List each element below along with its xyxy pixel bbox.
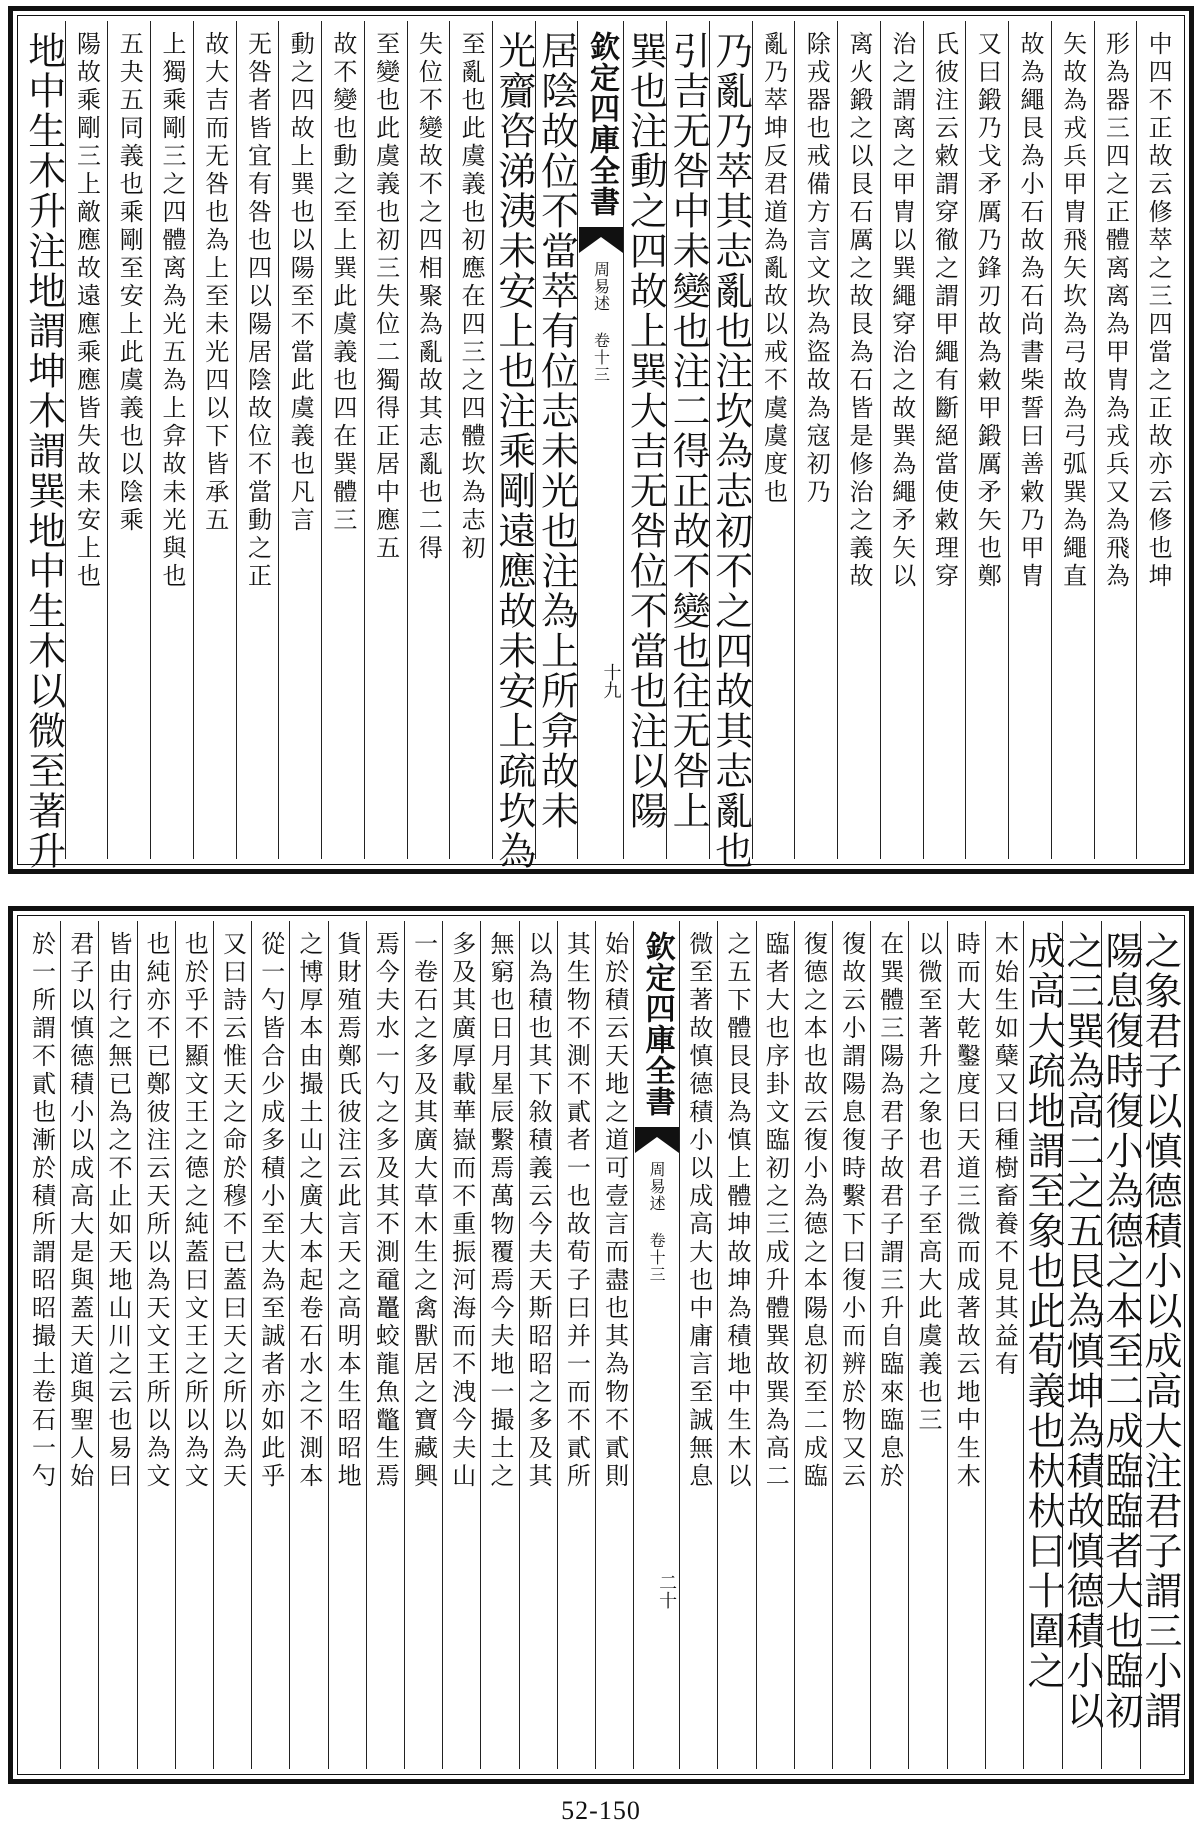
commentary-column: 形為器三四之正體离离為甲胄為戎兵又為飛為 (1094, 21, 1137, 859)
commentary-column: 臨者大也序卦文臨初之三成升體巽故巽為高二 (756, 921, 794, 1769)
commentary-column: 也純亦不已鄭彼注云天所以為天文王所以為文 (137, 921, 175, 1769)
commentary-column: 氏彼注云敹謂穿徹之謂甲繩有斷絕當使敹理穿 (923, 21, 966, 859)
main-text-column: 之象君子以慎德積小以成高大注君子謂三小謂 (1140, 921, 1179, 1769)
main-text-column: 乃亂乃萃其志亂也注坎為志初不之四故其志亂也 (709, 21, 752, 859)
commentary-column: 至變也此虞義也初三失位二獨得正居中應五 (364, 21, 407, 859)
commentary-column: 無窮也日月星辰繫焉萬物覆焉今夫地一撮土之 (480, 921, 518, 1769)
commentary-column: 之五下體艮艮為慎上體坤故坤為積地中生木以 (717, 921, 755, 1769)
main-text-column: 成高大疏地謂至象也此荀義也杕杕曰十圍之 (1023, 921, 1062, 1769)
commentary-column: 君子以慎德積小以成高大是與蓋天道與聖人始 (60, 921, 98, 1769)
center-gutter (577, 21, 623, 859)
commentary-column: 復故云小謂陽息復時繫下曰復小而辨於物又云 (832, 921, 870, 1769)
commentary-column: 故不變也動之至上巽此虞義也四在巽體三 (321, 21, 364, 859)
page-number: 52-150 (561, 1796, 641, 1825)
commentary-column: 時而大乾鑿度曰天道三微而成著故云地中生木 (947, 921, 985, 1769)
fishtail-mark-icon (635, 1127, 679, 1153)
commentary-column: 亂乃萃坤反君道為亂故以戒不虞虞度也 (752, 21, 795, 859)
volume-label: 周易述 卷十三 (591, 261, 611, 383)
main-text-column: 巽也注動之四故上巽大吉无咎位不當也注以陽 (623, 21, 666, 859)
series-title: 欽定四庫全書 (639, 931, 675, 1117)
bottom-half-page (8, 906, 1194, 1784)
fishtail-mark-icon (579, 227, 623, 253)
main-text-column: 居陰故位不當萃有位志未光也注為上所弇故未 (535, 21, 578, 859)
folio-number: 二十 (656, 1573, 678, 1609)
commentary-column: 陽故乘剛三上敵應故遠應乘應皆失故未安上也 (65, 21, 108, 859)
commentary-column: 至亂也此虞義也初應在四三之四體坎為志初 (449, 21, 492, 859)
commentary-column: 失位不變故不之四相聚為亂故其志亂也二得 (407, 21, 450, 859)
commentary-column: 貨財殖焉鄭氏彼注云此言天之高明本生昭昭地 (328, 921, 366, 1769)
commentary-column: 又曰鍛乃戈矛厲乃鋒刃故為敹甲鍛厲矛矢也鄭 (965, 21, 1008, 859)
commentary-column: 從一勺皆合少成多積小至大為至誠者亦如此乎 (251, 921, 289, 1769)
commentary-column: 除戎器也戒備方言文坎為盜故為寇初乃 (794, 21, 837, 859)
commentary-column: 其生物不測不貳者一也故荀子曰并一而不貳所 (557, 921, 595, 1769)
commentary-column: 始於積云天地之道可壹言而盡也其為物不貳則 (595, 921, 633, 1769)
commentary-column: 又曰詩云惟天之命於穆不已蓋曰天之所以為天 (213, 921, 251, 1769)
commentary-column: 多及其廣厚載華嶽而不重振河海而不洩今夫山 (442, 921, 480, 1769)
commentary-column: 於一所謂不貳也漸於積所謂昭昭撮土卷石一勺 (27, 931, 56, 1491)
main-text-column: 之三巽為高二之五艮為慎坤為積故慎德積小以 (1062, 921, 1101, 1769)
commentary-column: 一卷石之多及其廣大草木生之禽獸居之寶藏興 (404, 921, 442, 1769)
commentary-column: 离火鍛之以艮石厲之故艮為石皆是修治之義故 (837, 21, 880, 859)
commentary-column: 故為繩艮為小石故為石尚書柴誓曰善敹乃甲胄 (1008, 21, 1051, 859)
text-columns (23, 921, 1182, 1769)
main-text-column: 地中生木升注地謂坤木謂巽地中生木以微至著升 (21, 31, 66, 871)
top-half-page (8, 6, 1194, 874)
commentary-column: 以為積也其下敘積義云今夫天斯昭昭之多及其 (519, 921, 557, 1769)
commentary-column: 治之謂离之甲胄以巽繩穿治之故巽為繩矛矢以 (880, 21, 923, 859)
folio-number: 十九 (600, 663, 622, 699)
main-text-column: 光齎咨涕洟未安上也注乘剛遠應故未安上疏坎為 (492, 21, 535, 859)
commentary-column: 无咎者皆宜有咎也四以陽居陰故位不當動之正 (236, 21, 279, 859)
commentary-column: 之博厚本由撮土山之廣大本起卷石水之不測本 (289, 921, 327, 1769)
text-columns (21, 21, 1179, 871)
commentary-column: 五夬五同義也乘剛至安上此虞義也以陰乘 (107, 21, 150, 859)
commentary-column: 中四不正故云修萃之三四當之正故亦云修也坤 (1136, 21, 1179, 859)
commentary-column: 在巽體三陽為君子故君子謂三升自臨來臨息於 (870, 921, 908, 1769)
commentary-column: 也於乎不顯文王之德之純蓋曰文王之所以為文 (175, 921, 213, 1769)
commentary-column: 動之四故上巽也以陽至不當此虞義也凡言 (278, 21, 321, 859)
main-text-column: 引吉无咎中未變也注二得正故不變也往无咎上 (666, 21, 709, 859)
commentary-column: 上獨乘剛三之四體离為光五為上弇故未光與也 (150, 21, 193, 859)
commentary-column: 焉今夫水一勺之多及其不測黿鼉蛟龍魚鼈生焉 (366, 921, 404, 1769)
series-title: 欽定四庫全書 (583, 31, 619, 217)
commentary-column: 以微至著升之象也君子至高大此虞義也三 (908, 921, 946, 1769)
commentary-column: 復德之本也故云復小為德之本陽息初至二成臨 (794, 921, 832, 1769)
main-text-column: 陽息復時復小為德之本至二成臨臨者大也臨初 (1101, 921, 1140, 1769)
volume-label: 周易述 卷十三 (647, 1161, 667, 1283)
commentary-column: 皆由行之無已為之不止如天地山川之云也易曰 (98, 921, 136, 1769)
commentary-column: 故大吉而无咎也為上至未光四以下皆承五 (193, 21, 236, 859)
commentary-column: 矢故為戎兵甲胄飛矢坎為弓故為弓弧巽為繩直 (1051, 21, 1094, 859)
commentary-column: 木始生如蘖又曰種樹畜養不見其益有 (985, 921, 1023, 1769)
commentary-column: 微至著故慎德積小以成高大也中庸言至誠無息 (679, 921, 717, 1769)
center-gutter (633, 921, 679, 1769)
